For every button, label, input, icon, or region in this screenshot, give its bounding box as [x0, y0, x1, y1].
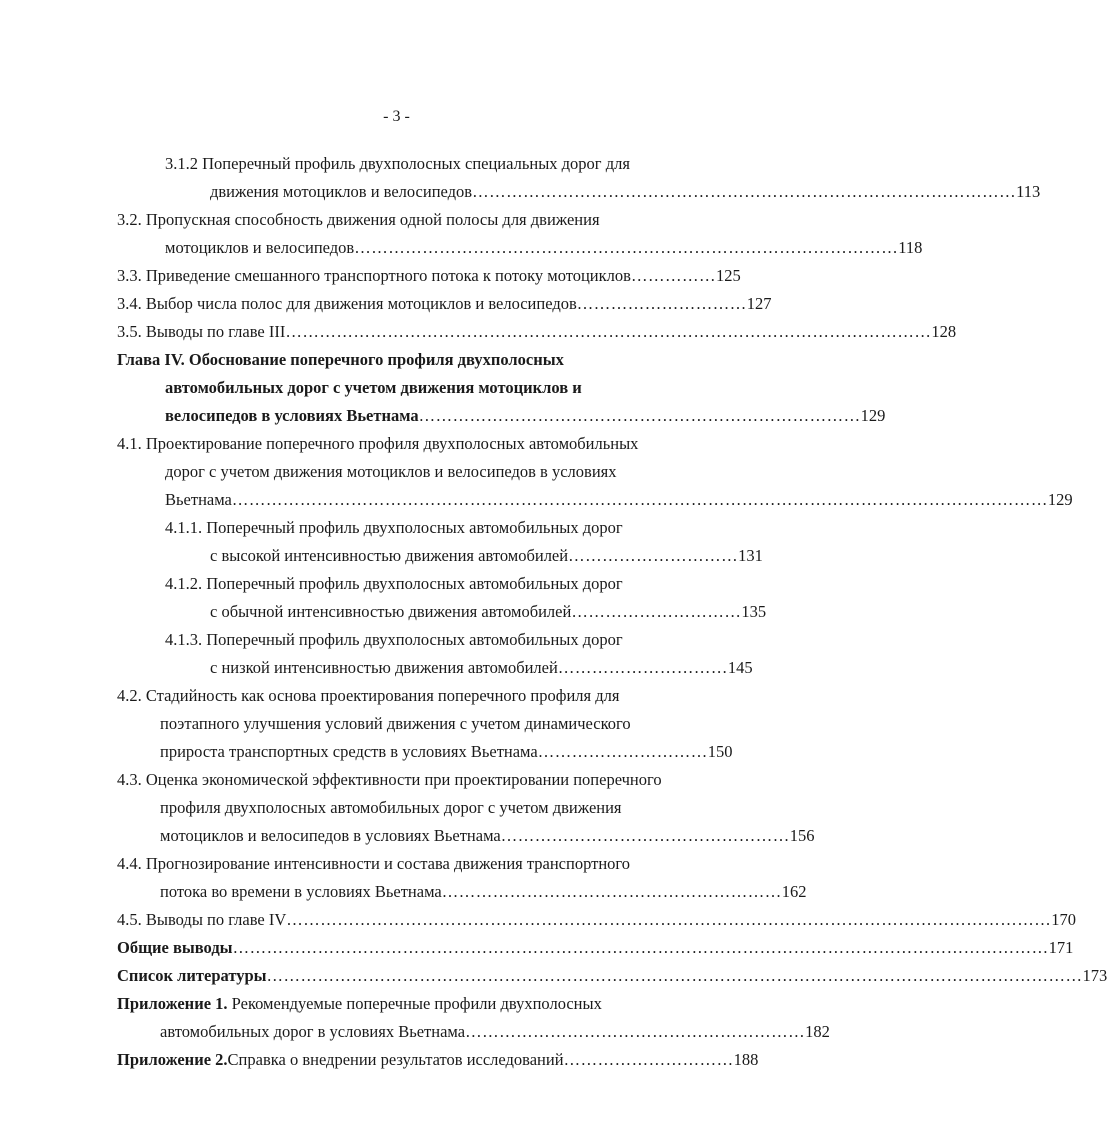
toc-entry-4-5	[117, 906, 1077, 933]
leader-dots: ……………………………………………………………………………………	[472, 182, 1017, 201]
toc-text: Общие выводы	[117, 938, 233, 957]
toc-entry-4-3-line2: профиля двухполосных автомобильных дорог с учетом движения	[160, 798, 622, 817]
leader-dots: …………………………	[576, 294, 747, 313]
leader-dots: ……………………………………………	[500, 826, 790, 845]
toc-text: 3.3. Приведение смешанного транспортного потока к потоку мотоциклов	[117, 266, 631, 285]
toc-page: 170	[1051, 910, 1077, 929]
toc-page: 128	[931, 322, 957, 341]
leader-dots: ……………………………………………………	[441, 882, 782, 901]
toc-page: 135	[741, 602, 767, 621]
toc-entry-4-3-line1: 4.3. Оценка экономической эффективности при проектировании поперечного	[117, 770, 662, 789]
toc-entry-4-4-line1: 4.4. Прогнозирование интенсивности и состава движения транспортного	[117, 854, 631, 873]
toc-entry-4-2-line2: поэтапного улучшения условий движения с учетом динамического	[160, 714, 631, 733]
toc-text: потока во времени в условиях Вьетнама	[160, 882, 442, 901]
leader-dots: …………………………	[563, 1050, 734, 1069]
toc-text: Рекомендуемые поперечные профили двухполосных	[227, 994, 602, 1013]
leader-dots: ……………	[630, 266, 716, 285]
toc-text: движения мотоциклов и велосипедов	[210, 182, 473, 201]
toc-entry-4-1-3-line2	[210, 654, 753, 681]
toc-page: 171	[1048, 938, 1074, 957]
toc-entry-appendix-1-line2	[160, 1018, 830, 1045]
toc-entry-3-3	[117, 262, 741, 289]
toc-entry-4-2-line3	[160, 738, 733, 765]
leader-dots: ……………………………………………………………………………………	[354, 238, 899, 257]
toc-text: прироста транспортных средств в условиях Вьетнама	[160, 742, 538, 761]
toc-text: автомобильных дорог в условиях Вьетнама	[160, 1022, 466, 1041]
toc-text: Справка о внедрении результатов исследований	[227, 1050, 564, 1069]
toc-page: 129	[1047, 490, 1073, 509]
toc-chapter-4-line3	[165, 402, 886, 429]
toc-page: 118	[898, 238, 923, 257]
leader-dots: ………………………………………………………………………………………………………………………………	[231, 490, 1048, 509]
toc-chapter-4-line1: Глава IV. Обоснование поперечного профиля двухполосных	[117, 350, 564, 369]
toc-entry-4-1-1-line1: 4.1.1. Поперечный профиль двухполосных автомобильных дорог	[165, 518, 623, 537]
toc-entry-appendix-1-line1	[117, 990, 602, 1017]
leader-dots: ………………………………………………………………………………………………………………………………	[266, 966, 1083, 985]
leader-dots: ……………………………………………………………………	[418, 406, 861, 425]
toc-page: 173	[1082, 966, 1107, 985]
appendix-label: Приложение 1.	[117, 994, 228, 1013]
toc-entry-4-1-line2: дорог с учетом движения мотоциклов и велосипедов в условиях	[165, 462, 617, 481]
toc-entry-3-4	[117, 290, 772, 317]
toc-page: 188	[733, 1050, 759, 1069]
toc-page: 145	[727, 658, 753, 677]
toc-entry-4-4-line2	[160, 878, 807, 905]
toc-page: 127	[746, 294, 772, 313]
toc-text: 4.5. Выводы по главе IV	[117, 910, 287, 929]
toc-page: 182	[805, 1022, 830, 1041]
toc-text: с обычной интенсивностью движения автомобилей	[210, 602, 572, 621]
toc-page: 131	[738, 546, 763, 565]
toc-text: мотоциклов и велосипедов	[165, 238, 355, 257]
toc-entry-bibliography	[117, 962, 1107, 989]
toc-page: 156	[789, 826, 815, 845]
leader-dots: ……………………………………………………	[465, 1022, 806, 1041]
toc-entry-3-2-line2	[165, 234, 923, 261]
toc-entry-general-conclusions	[117, 934, 1074, 961]
toc-text: Вьетнама	[165, 490, 232, 509]
toc-text: Список литературы	[117, 966, 267, 985]
toc-entry-4-1-line3	[165, 486, 1073, 513]
leader-dots: …………………………	[537, 742, 708, 761]
leader-dots: …………………………	[557, 658, 728, 677]
toc-entry-3-1-2-line1: 3.1.2 Поперечный профиль двухполосных специальных дорог для	[165, 154, 630, 173]
toc-text: с низкой интенсивностью движения автомобилей	[210, 658, 558, 677]
toc-entry-4-1-2-line2	[210, 598, 767, 625]
toc-entry-4-2-line1: 4.2. Стадийность как основа проектирования поперечного профиля для	[117, 686, 620, 705]
leader-dots: …………………………	[568, 546, 739, 565]
toc-page: 125	[715, 266, 741, 285]
toc-entry-3-2-line1: 3.2. Пропускная способность движения одной полосы для движения	[117, 210, 600, 229]
toc-text: мотоциклов и велосипедов в условиях Вьетнама	[160, 826, 501, 845]
leader-dots: ………………………………………………………………………………………………………………………	[286, 910, 1052, 929]
page-number: - 3 -	[383, 108, 410, 125]
toc-entry-appendix-2	[117, 1046, 759, 1073]
toc-page: 129	[860, 406, 886, 425]
toc-entry-4-1-3-line1: 4.1.3. Поперечный профиль двухполосных автомобильных дорог	[165, 630, 623, 649]
appendix-label: Приложение 2.	[117, 1050, 228, 1069]
leader-dots: …………………………	[571, 602, 742, 621]
toc-entry-3-1-2-line2	[210, 178, 1041, 205]
toc-entry-4-3-line3	[160, 822, 815, 849]
toc-page: 150	[707, 742, 733, 761]
toc-text: с высокой интенсивностью движения автомобилей	[210, 546, 569, 565]
toc-page: 113	[1016, 182, 1041, 201]
toc-text: велосипедов в условиях Вьетнама	[165, 406, 419, 425]
toc-page: 162	[781, 882, 807, 901]
toc-entry-4-1-1-line2	[210, 542, 763, 569]
toc-entry-4-1-line1: 4.1. Проектирование поперечного профиля двухполосных автомобильных	[117, 434, 639, 453]
leader-dots: ……………………………………………………………………………………………………	[285, 322, 932, 341]
leader-dots: ………………………………………………………………………………………………………………………………	[232, 938, 1049, 957]
toc-text: 3.4. Выбор числа полос для движения мотоциклов и велосипедов	[117, 294, 577, 313]
toc-chapter-4-line2: автомобильных дорог с учетом движения мотоциклов и	[165, 378, 582, 397]
toc-entry-3-5	[117, 318, 957, 345]
toc-text: 3.5. Выводы по главе III	[117, 322, 286, 341]
toc-entry-4-1-2-line1: 4.1.2. Поперечный профиль двухполосных автомобильных дорог	[165, 574, 623, 593]
